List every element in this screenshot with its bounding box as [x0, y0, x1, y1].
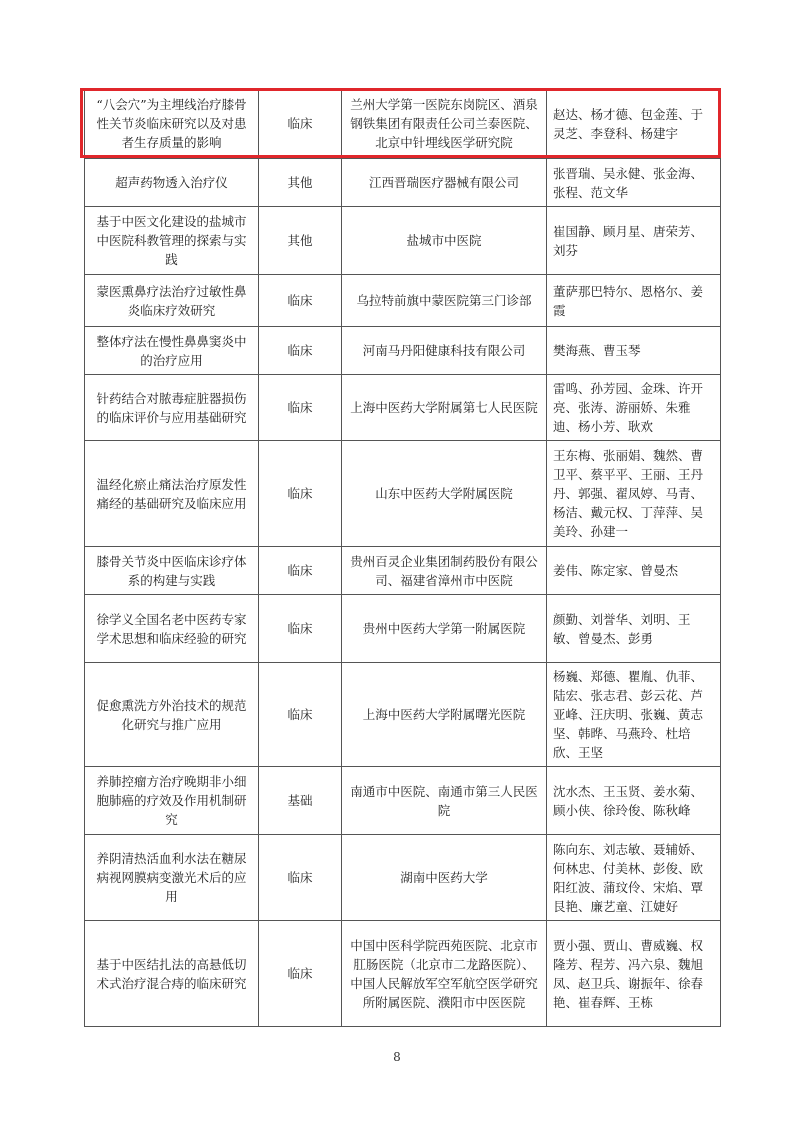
project-title: 膝骨关节炎中医临床诊疗体系的构建与实践 — [85, 547, 259, 595]
project-title: 徐学义全国名老中医药专家学术思想和临床经验的研究 — [85, 595, 259, 663]
project-title: 养肺控瘤方治疗晚期非小细胞肺癌的疗效及作用机制研究 — [85, 767, 259, 835]
project-category: 基础 — [259, 767, 342, 835]
project-category: 临床 — [259, 921, 342, 1027]
project-unit: 贵州百灵企业集团制药股份有限公司、福建省漳州市中医院 — [342, 547, 547, 595]
project-people: 杨巍、郑德、瞿胤、仇菲、陆宏、张志君、彭云花、芦亚峰、汪庆明、张巍、黄志坚、韩晔、马燕玲、杜培欣、王坚 — [547, 663, 721, 767]
project-unit: 湖南中医药大学 — [342, 835, 547, 921]
project-title: 促愈熏洗方外治技术的规范化研究与推广应用 — [85, 663, 259, 767]
project-unit: 江西晋瑞医疗器械有限公司 — [342, 159, 547, 207]
project-people: 赵达、杨才德、包金莲、于灵芝、李登科、杨建宇 — [547, 89, 721, 159]
project-title: 养阴清热活血利水法在糖尿病视网膜病变激光术后的应用 — [85, 835, 259, 921]
project-title: 温经化瘀止痛法治疗原发性痛经的基础研究及临床应用 — [85, 441, 259, 547]
project-unit: 山东中医药大学附属医院 — [342, 441, 547, 547]
project-people: 王东梅、张丽娟、魏然、曹卫平、蔡平平、王丽、王丹丹、郭强、翟凤婷、马青、杨洁、戴元权、丁萍萍、吴美玲、孙建一 — [547, 441, 721, 547]
project-people: 崔国静、顾月星、唐荣芳、刘芬 — [547, 207, 721, 275]
project-category: 临床 — [259, 595, 342, 663]
project-unit: 中国中医科学院西苑医院、北京市肛肠医院（北京市二龙路医院）、中国人民解放军空军航空医学研究所附属医院、濮阳市中医医院 — [342, 921, 547, 1027]
project-people: 姜伟、陈定家、曾曼杰 — [547, 547, 721, 595]
project-unit: 乌拉特前旗中蒙医院第三门诊部 — [342, 275, 547, 327]
project-category: 其他 — [259, 159, 342, 207]
project-people: 董萨那巴特尔、恩格尔、姜霞 — [547, 275, 721, 327]
table-row — [85, 375, 721, 441]
table-row — [85, 275, 721, 327]
project-category: 其他 — [259, 207, 342, 275]
project-people: 雷鸣、孙芳园、金珠、许开亮、张涛、游丽娇、朱雅迪、杨小芳、耿欢 — [547, 375, 721, 441]
project-people: 张晋瑞、吴永健、张金海、张程、范文华 — [547, 159, 721, 207]
project-unit: 贵州中医药大学第一附属医院 — [342, 595, 547, 663]
project-category: 临床 — [259, 835, 342, 921]
project-category: 临床 — [259, 663, 342, 767]
project-title: 针药结合对脓毒症脏器损伤的临床评价与应用基础研究 — [85, 375, 259, 441]
table-row — [85, 89, 721, 159]
project-title: 基于中医结扎法的高悬低切术式治疗混合痔的临床研究 — [85, 921, 259, 1027]
project-category: 临床 — [259, 441, 342, 547]
project-title: 基于中医文化建设的盐城市中医院科教管理的探索与实践 — [85, 207, 259, 275]
table-row — [85, 663, 721, 767]
project-title: “八会穴”为主埋线治疗膝骨性关节炎临床研究以及对患者生存质量的影响 — [85, 89, 259, 159]
table-row — [85, 547, 721, 595]
project-people: 樊海燕、曹玉琴 — [547, 327, 721, 375]
project-unit: 盐城市中医院 — [342, 207, 547, 275]
project-title: 蒙医熏鼻疗法治疗过敏性鼻炎临床疗效研究 — [85, 275, 259, 327]
project-category: 临床 — [259, 375, 342, 441]
project-people: 贾小强、贾山、曹威巍、权隆芳、程芳、冯六泉、魏旭凤、赵卫兵、谢振年、徐春艳、崔春辉、王栋 — [547, 921, 721, 1027]
awards-table — [84, 88, 721, 1027]
table-row — [85, 835, 721, 921]
project-people: 沈水杰、王玉贤、姜水菊、顾小侠、徐玲俊、陈秋峰 — [547, 767, 721, 835]
project-unit: 上海中医药大学附属第七人民医院 — [342, 375, 547, 441]
project-people: 陈向东、刘志敏、聂辅娇、何林忠、付美林、彭俊、欧阳红波、蒲玟伶、宋焰、覃艮艳、廉艺童、江婕好 — [547, 835, 721, 921]
table-row — [85, 921, 721, 1027]
table-row — [85, 595, 721, 663]
project-category: 临床 — [259, 327, 342, 375]
project-category: 临床 — [259, 547, 342, 595]
page-number: 8 — [393, 1050, 401, 1064]
table-row — [85, 327, 721, 375]
project-category: 临床 — [259, 275, 342, 327]
project-unit: 兰州大学第一医院东岗院区、酒泉钢铁集团有限责任公司兰泰医院、北京中针埋线医学研究院 — [342, 89, 547, 159]
table-row — [85, 159, 721, 207]
table-row — [85, 441, 721, 547]
table-row — [85, 207, 721, 275]
table-row — [85, 767, 721, 835]
project-people: 颜勤、刘誉华、刘明、王敏、曾曼杰、彭勇 — [547, 595, 721, 663]
project-unit: 南通市中医院、南通市第三人民医院 — [342, 767, 547, 835]
project-title: 超声药物透入治疗仪 — [85, 159, 259, 207]
project-unit: 上海中医药大学附属曙光医院 — [342, 663, 547, 767]
project-title: 整体疗法在慢性鼻鼻窦炎中的治疗应用 — [85, 327, 259, 375]
project-unit: 河南马丹阳健康科技有限公司 — [342, 327, 547, 375]
project-category: 临床 — [259, 89, 342, 159]
